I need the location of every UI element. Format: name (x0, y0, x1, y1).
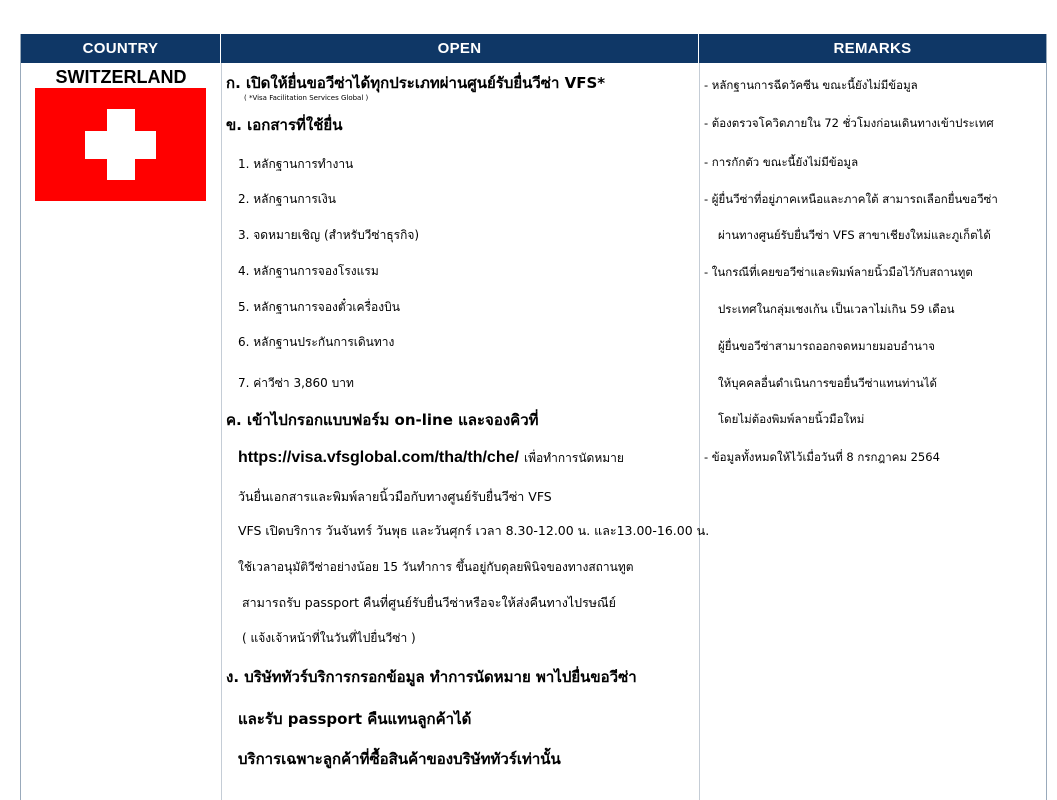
remark-line: - ในกรณีที่เคยขอวีซ่าและพิมพ์ลายนิ้วมือไว้กับสถานทูต (704, 265, 973, 279)
remark-line: ผ่านทางศูนย์รับยื่นวีซ่า VFS สาขาเชียงใหม่และภูเก็ตได้ (718, 228, 991, 242)
remark-line: - ต้องตรวจโควิดภายใน 72 ชั่วโมงก่อนเดินทางเข้าประเทศ (704, 116, 994, 130)
swiss-flag-icon (35, 88, 206, 201)
section-c-line: ( แจ้งเจ้าหน้าที่ในวันที่ไปยื่นวีซ่า ) (242, 631, 416, 645)
remark-line: ประเทศในกลุ่มเชงเก้น เป็นเวลาไม่เกิน 59 เดือน (718, 302, 955, 316)
section-c-line: วันยื่นเอกสารและพิมพ์ลายนิ้วมือกับทางศูนย์รับยื่นวีซ่า VFS (238, 489, 552, 504)
document-item: 3. จดหมายเชิญ (สำหรับวีซ่าธุรกิจ) (238, 228, 420, 242)
country-name: SWITZERLAND (55, 67, 187, 87)
column-divider (699, 63, 700, 800)
document-item: 2. หลักฐานการเงิน (238, 192, 336, 206)
document-item: 6. หลักฐานประกันการเดินทาง (238, 335, 395, 349)
document-item: 5. หลักฐานการจองตั๋วเครื่องบิน (238, 300, 400, 314)
section-d-line: และรับ passport คืนแทนลูกค้าได้ (238, 710, 472, 728)
remark-line: - หลักฐานการฉีดวัคซีน ขณะนี้ยังไม่มีข้อมูล (704, 78, 918, 92)
remark-line: โดยไม่ต้องพิมพ์ลายนิ้วมือใหม่ (718, 412, 865, 426)
document-item: 4. หลักฐานการจองโรงแรม (238, 264, 379, 278)
document-item: 7. ค่าวีซ่า 3,860 บาท (238, 376, 354, 390)
header-open: OPEN (221, 34, 699, 63)
section-a-heading: ก. เปิดให้ยื่นขอวีซ่าได้ทุกประเภทผ่านศูนย์รับยื่นวีซ่า VFS* (226, 74, 606, 92)
visa-info-table (20, 34, 1047, 800)
url-suffix: เพื่อทำการนัดหมาย (524, 451, 624, 465)
section-c-line: สามารถรับ passport คืนที่ศูนย์รับยื่นวีซ่าหรือจะให้ส่งคืนทางไปรษณีย์ (242, 595, 616, 610)
document-item: 1. หลักฐานการทำงาน (238, 157, 354, 171)
vfs-link[interactable]: https://visa.vfsglobal.com/tha/th/che/ (238, 449, 519, 466)
header-country: COUNTRY (21, 34, 221, 63)
table-header (21, 34, 1046, 63)
remark-line: ให้บุคคลอื่นดำเนินการขอยื่นวีซ่าแทนท่านได้ (718, 376, 937, 390)
section-c-url-line (238, 447, 624, 468)
section-c-line: ใช้เวลาอนุมัติวีซ่าอย่างน้อย 15 วันทำการ ขึ้นอยู่กับดุลยพินิจของทางสถานทูต (238, 560, 634, 574)
section-b-heading: ข. เอกสารที่ใช้ยื่น (226, 116, 343, 134)
section-c-line: VFS เปิดบริการ วันจันทร์ วันพุธ และวันศุกร์ เวลา 8.30-12.00 น. และ13.00-16.00 น. (238, 523, 710, 538)
section-d-line: บริการเฉพาะลูกค้าที่ซื้อสินค้าของบริษัททัวร์เท่านั้น (238, 750, 561, 768)
column-divider (221, 63, 222, 800)
section-d-line: ง. บริษัททัวร์บริการกรอกข้อมูล ทำการนัดหมาย พาไปยื่นขอวีซ่า (226, 668, 637, 686)
section-a-note: ( *Visa Facilitation Services Global ) (244, 94, 369, 102)
remark-line: - การกักตัว ขณะนี้ยังไม่มีข้อมูล (704, 155, 859, 169)
header-remarks: REMARKS (833, 40, 912, 57)
remark-line: ผู้ยื่นขอวีซ่าสามารถออกจดหมายมอบอำนาจ (718, 339, 936, 353)
remark-line: - ผู้ยื่นวีซ่าที่อยู่ภาคเหนือและภาคใต้ สามารถเลือกยื่นขอวีซ่า (704, 192, 998, 206)
section-c-heading: ค. เข้าไปกรอกแบบฟอร์ม on-line และจองคิวที่ (226, 411, 539, 429)
remark-line: - ข้อมูลทั้งหมดให้ไว้เมื่อวันที่ 8 กรกฎาคม 2564 (704, 450, 940, 464)
